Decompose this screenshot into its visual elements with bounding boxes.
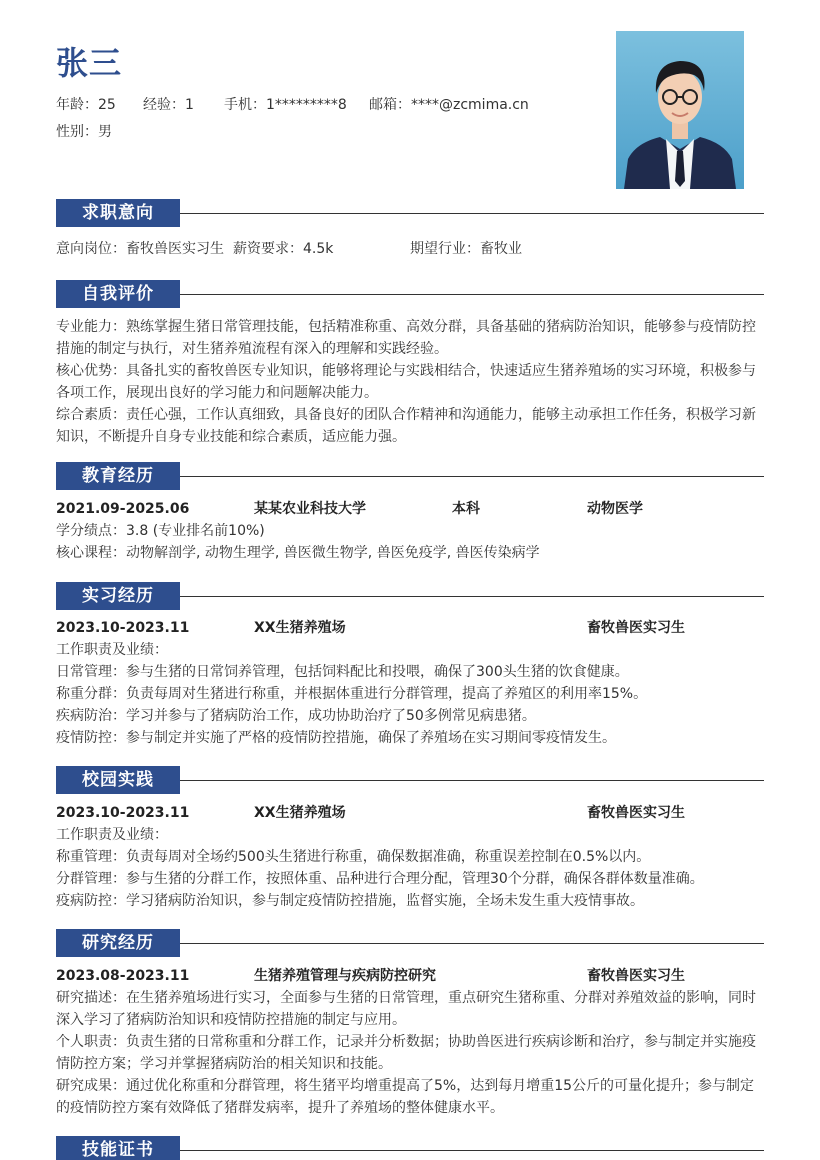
research-date: 2023.08-2023.11 — [56, 968, 190, 984]
section-header — [56, 1136, 764, 1160]
basic-info-row — [56, 94, 529, 114]
text-line: 个人职责：负责生猪的日常称重和分群工作，记录并分析数据；协助兽医进行疾病诊断和治疗，参与制定并实施疫 — [56, 1034, 756, 1050]
section-header — [56, 766, 764, 794]
section-title: 实习经历 — [56, 582, 180, 610]
project-name: 生猪养殖管理与疾病防控研究 — [254, 968, 436, 984]
section-divider — [180, 943, 764, 944]
section-header — [56, 199, 764, 227]
text-line: 知识，不断提升自身专业技能和综合素质，适应能力强。 — [56, 429, 406, 445]
campus-date: 2023.10-2023.11 — [56, 805, 190, 821]
internship-row — [56, 617, 764, 639]
text-line: 研究描述：在生猪养殖场进行实习，全面参与生猪的日常管理，重点研究生猪称重、分群对养殖效益的影响，同时 — [56, 990, 756, 1006]
intended-position: 意向岗位：畜牧兽医实习生 — [56, 241, 224, 257]
self-evaluation-text — [56, 316, 764, 448]
section-divider — [180, 780, 764, 781]
text-line: 核心课程：动物解剖学, 动物生理学, 兽医微生物学, 兽医免疫学, 兽医传染病学 — [56, 545, 540, 561]
section-title: 技能证书 — [56, 1136, 180, 1160]
text-line: 学分绩点：3.8 (专业排名前10%) — [56, 523, 265, 539]
education-row — [56, 498, 764, 520]
text-line: 研究成果：通过优化称重和分群管理，将生猪平均增重提高了5%，达到每月增重15公斤的可量化提升；参与制定 — [56, 1078, 755, 1094]
text-line: 专业能力：熟练掌握生猪日常管理技能，包括精准称重、高效分群，具备基础的猪病防治知识，能够参与疫情防控 — [56, 319, 756, 335]
company-name: XX生猪养殖场 — [254, 620, 346, 636]
education-date: 2021.09-2025.06 — [56, 501, 190, 517]
text-line: 疫病防控：学习猪病防治知识，参与制定疫情防控措施，监督实施，全场未发生重大疫情事故。 — [56, 893, 644, 909]
text-line: 称重分群：负责每周对生猪进行称重，并根据体重进行分群管理，提高了养殖区的利用率15%。 — [56, 686, 648, 702]
text-line: 措施的制定与执行，对生猪养殖流程有深入的理解和实践经验。 — [56, 341, 448, 357]
degree: 本科 — [452, 501, 480, 517]
salary-expectation: 薪资要求：4.5k — [233, 241, 334, 257]
job-role: 畜牧兽医实习生 — [587, 805, 685, 821]
text-line: 日常管理：参与生猪的日常饲养管理，包括饲料配比和投喂，确保了300头生猪的饮食健康。 — [56, 664, 629, 680]
section-title: 研究经历 — [56, 929, 180, 957]
text-line: 工作职责及业绩： — [56, 642, 168, 658]
internship-section — [56, 582, 764, 749]
self-evaluation-section — [56, 280, 764, 448]
section-header — [56, 582, 764, 610]
job-role: 畜牧兽医实习生 — [587, 968, 685, 984]
email: 邮箱：****@zcmima.cn — [369, 97, 529, 113]
age: 年龄：25 — [56, 97, 116, 113]
section-title: 教育经历 — [56, 462, 180, 490]
campus-practice-section — [56, 766, 764, 912]
text-line: 工作职责及业绩： — [56, 827, 168, 843]
text-line: 疫情防控：参与制定并实施了严格的疫情防控措施，确保了养殖场在实习期间零疫情发生。 — [56, 730, 616, 746]
gender-row — [56, 121, 112, 141]
major: 动物医学 — [587, 501, 643, 517]
section-title: 校园实践 — [56, 766, 180, 794]
section-divider — [180, 476, 764, 477]
school-name: 某某农业科技大学 — [254, 501, 366, 517]
phone: 手机：1*********8 — [224, 97, 347, 113]
section-divider — [180, 596, 764, 597]
intent-row — [56, 238, 764, 260]
section-divider — [180, 294, 764, 295]
skills-section — [56, 1136, 764, 1160]
profile-photo — [616, 31, 744, 189]
expected-industry: 期望行业：畜牧业 — [410, 241, 522, 257]
text-line: 的疫情防控方案有效降低了猪群发病率，提升了养殖场的整体健康水平。 — [56, 1100, 504, 1116]
text-line: 综合素质：责任心强，工作认真细致，具备良好的团队合作精神和沟通能力，能够主动承担工作任务，积极学习新 — [56, 407, 756, 423]
avatar-portrait-icon — [616, 31, 744, 189]
section-title: 自我评价 — [56, 280, 180, 308]
text-line: 分群管理：参与生猪的分群工作，按照体重、品种进行合理分配，管理30个分群，确保各群体数量准确。 — [56, 871, 704, 887]
section-header — [56, 280, 764, 308]
job-intent-section — [56, 199, 764, 260]
internship-date: 2023.10-2023.11 — [56, 620, 190, 636]
section-header — [56, 929, 764, 957]
text-line: 核心优势：具备扎实的畜牧兽医专业知识，能够将理论与实践相结合，快速适应生猪养殖场的实习环境，积极参与 — [56, 363, 756, 379]
candidate-name: 张三 — [56, 44, 123, 82]
section-title: 求职意向 — [56, 199, 180, 227]
experience: 经验：1 — [143, 97, 194, 113]
text-line: 情防控方案；学习并掌握猪病防治的相关知识和技能。 — [56, 1056, 392, 1072]
text-line: 疾病防治：学习并参与了猪病防治工作，成功协助治疗了50多例常见病患猪。 — [56, 708, 536, 724]
job-role: 畜牧兽医实习生 — [587, 620, 685, 636]
section-divider — [180, 213, 764, 214]
education-section — [56, 462, 764, 564]
section-divider — [180, 1150, 764, 1151]
research-section — [56, 929, 764, 1119]
campus-row — [56, 802, 764, 824]
text-line: 各项工作，展现出良好的学习能力和问题解决能力。 — [56, 385, 378, 401]
section-header — [56, 462, 764, 490]
text-line: 深入学习了猪病防治知识和疫情防控措施的制定与应用。 — [56, 1012, 406, 1028]
research-row — [56, 965, 764, 987]
gender: 性别：男 — [56, 124, 112, 140]
company-name: XX生猪养殖场 — [254, 805, 346, 821]
text-line: 称重管理：负责每周对全场约500头生猪进行称重，确保数据准确，称重误差控制在0.5%以内。 — [56, 849, 651, 865]
